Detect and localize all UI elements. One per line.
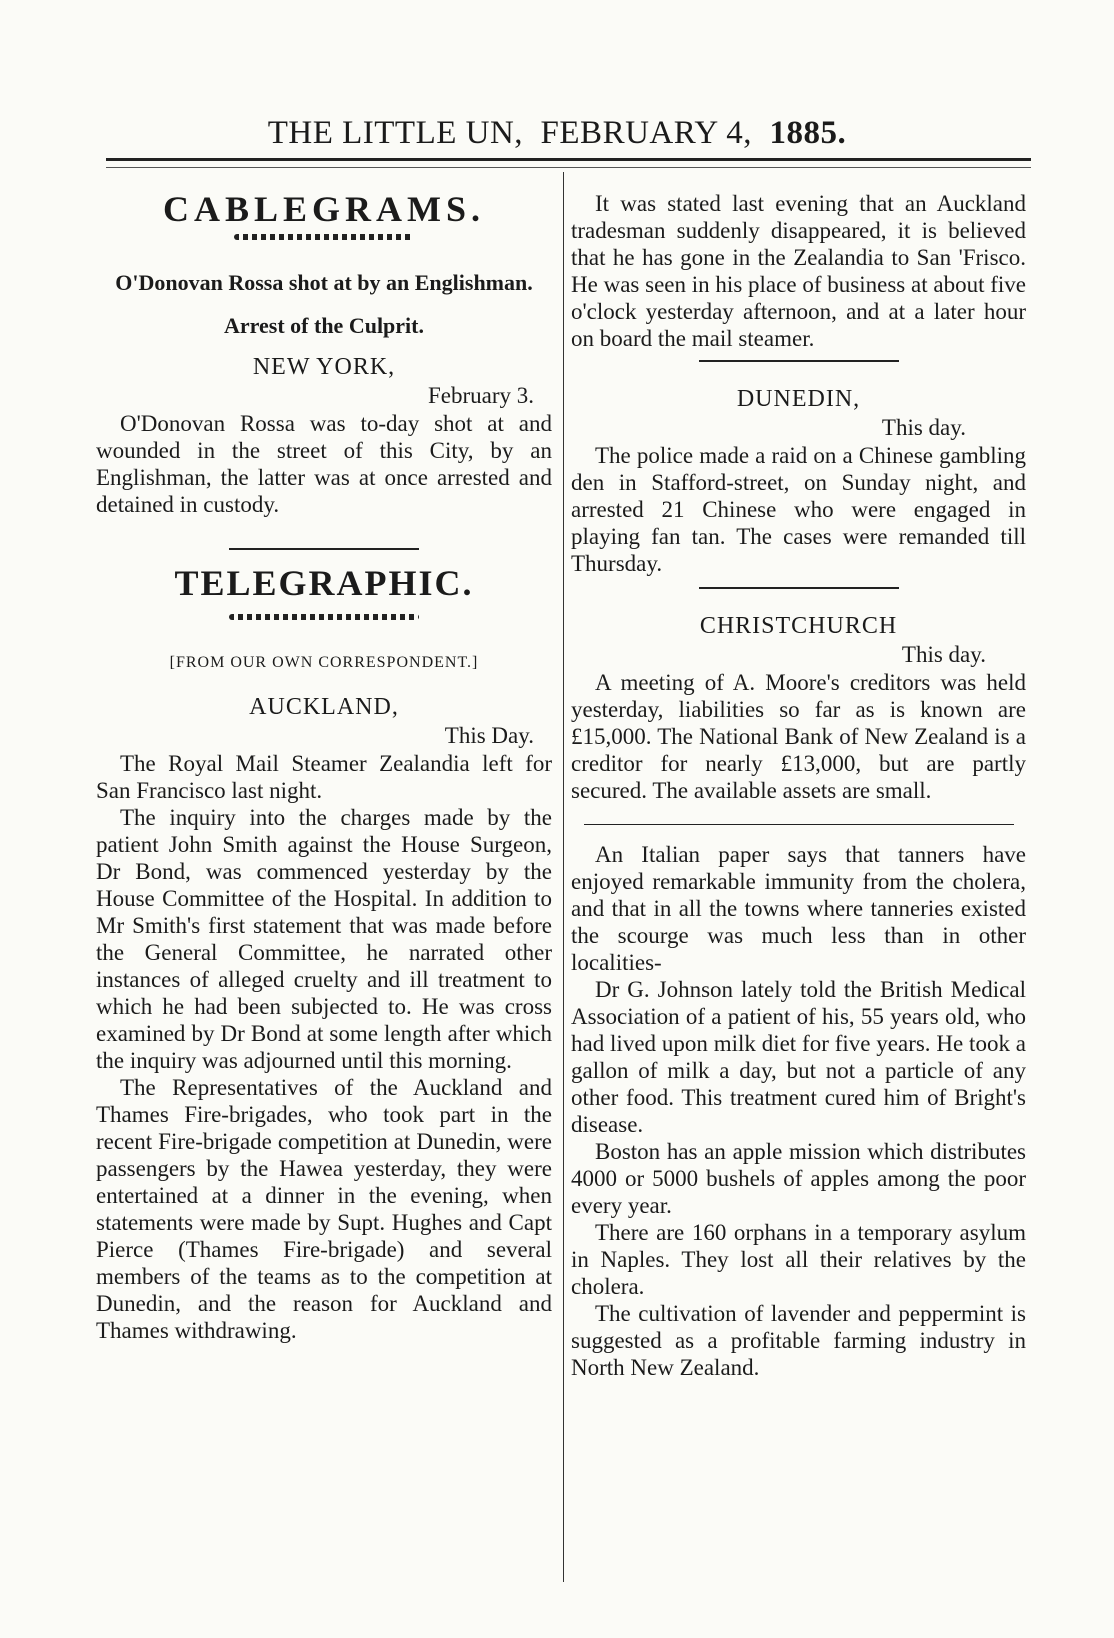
dunedin-dateline-date: This day. <box>881 415 966 440</box>
auckland-dateline-date: This Day. <box>444 723 534 748</box>
section-rule <box>699 360 899 362</box>
auckland-dateline-city: AUCKLAND, <box>249 694 399 720</box>
section-rule <box>584 824 1014 825</box>
misc-paragraph-2: Dr G. Johnson lately told the British Medical Association of a patient of his, 55 years old, who had lived upon milk diet for five years. He took a gallon of milk a day, but not a particle of any other food. This treatment cured him of Bright's disease. <box>571 977 1026 1137</box>
misc-paragraph-1: An Italian paper says that tanners have enjoyed remarkable immunity from the cholera, and that in all the towns where tanneries existed the scourge was much less than in other localities- <box>571 842 1026 975</box>
left-column <box>96 188 552 1344</box>
cablegrams-title: CABLEGRAMS. <box>162 189 486 229</box>
right-column <box>571 190 1026 1381</box>
newyork-paragraph: O'Donovan Rossa was to-day shot at and wounded in the street of this City, by an Englishman, the latter was at once arrested and detained in custody. <box>96 411 552 517</box>
section-rule <box>229 548 419 550</box>
telegraphic-title: TELEGRAPHIC. <box>174 563 474 603</box>
cablegrams-ornament <box>234 234 414 240</box>
misc-paragraph-4: There are 160 orphans in a temporary asylum in Naples. They lost all their relatives by the cholera. <box>571 1220 1026 1299</box>
auckland-paragraph-3: The Representatives of the Auckland and Thames Fire-brigades, who took part in the recent Fire-brigade competition at Dunedin, were passengers by the Hawea yesterday, they were entertained at a dinner in the evening, when statements were made by Supt. Hughes and Capt Pierce (Thames Fire-brigade) and several members of the teams as to the competition at Dunedin, and the reason for Auckland and Thames withdrawing. <box>96 1075 552 1343</box>
misc-paragraph-3: Boston has an apple mission which distributes 4000 or 5000 bushels of apples among the poor every year. <box>571 1139 1026 1218</box>
auckland-paragraph-1: The Royal Mail Steamer Zealandia left for San Francisco last night. <box>96 751 552 803</box>
column-divider <box>563 172 564 1582</box>
telegraphic-ornament <box>229 614 419 620</box>
paper-name: THE LITTLE UN, <box>267 115 524 151</box>
dunedin-paragraph: The police made a raid on a Chinese gambling den in Stafford-street, on Sunday night, and arrested 21 Chinese who were engaged in playing fan tan. The cases were remanded till Thursday. <box>571 443 1026 576</box>
correspondent-note: [FROM OUR OWN CORRESPONDENT.] <box>169 654 479 671</box>
christchurch-dateline-city: CHRISTCHURCH <box>699 613 898 639</box>
cablegrams-headline-2: Arrest of the Culprit. <box>224 313 424 338</box>
masthead <box>0 115 1114 152</box>
issue-date: FEBRUARY 4, <box>540 115 753 151</box>
auckland-paragraph-4: It was stated last evening that an Auckland tradesman suddenly disappeared, it is believed that he has gone in the Zealandia to San 'Frisco. He was seen in his place of business at about five o'clock yesterday afternoon, and at a later hour on board the mail steamer. <box>571 191 1026 351</box>
issue-year: 1885. <box>769 115 847 151</box>
section-rule <box>699 587 899 589</box>
auckland-paragraph-2: The inquiry into the charges made by the patient John Smith against the House Surgeon, Dr Bond, was commenced yesterday by the House Committee of the Hospital. In addition to Mr Smith's first statement that was made before the General Committee, he narrated other instances of alleged cruelty and ill treatment to which he had been subjected to. He was cross examined by Dr Bond at some length after which the inquiry was adjourned until this morning. <box>96 805 552 1073</box>
dunedin-dateline-city: DUNEDIN, <box>736 386 861 412</box>
masthead-rule <box>106 158 1031 168</box>
newyork-dateline-city: NEW YORK, <box>252 354 396 380</box>
christchurch-dateline-date: This day. <box>901 642 986 667</box>
misc-paragraph-5: The cultivation of lavender and peppermint is suggested as a profitable farming industry in North New Zealand. <box>571 1301 1026 1380</box>
cablegrams-headline-1: O'Donovan Rossa shot at by an Englishman. <box>115 270 533 295</box>
newyork-dateline-date: February 3. <box>427 383 534 408</box>
christchurch-paragraph: A meeting of A. Moore's creditors was held yesterday, liabilities so far as is known are £15,000. The National Bank of New Zealand is a creditor for nearly £13,000, but are partly secured. The available assets are small. <box>571 670 1026 803</box>
